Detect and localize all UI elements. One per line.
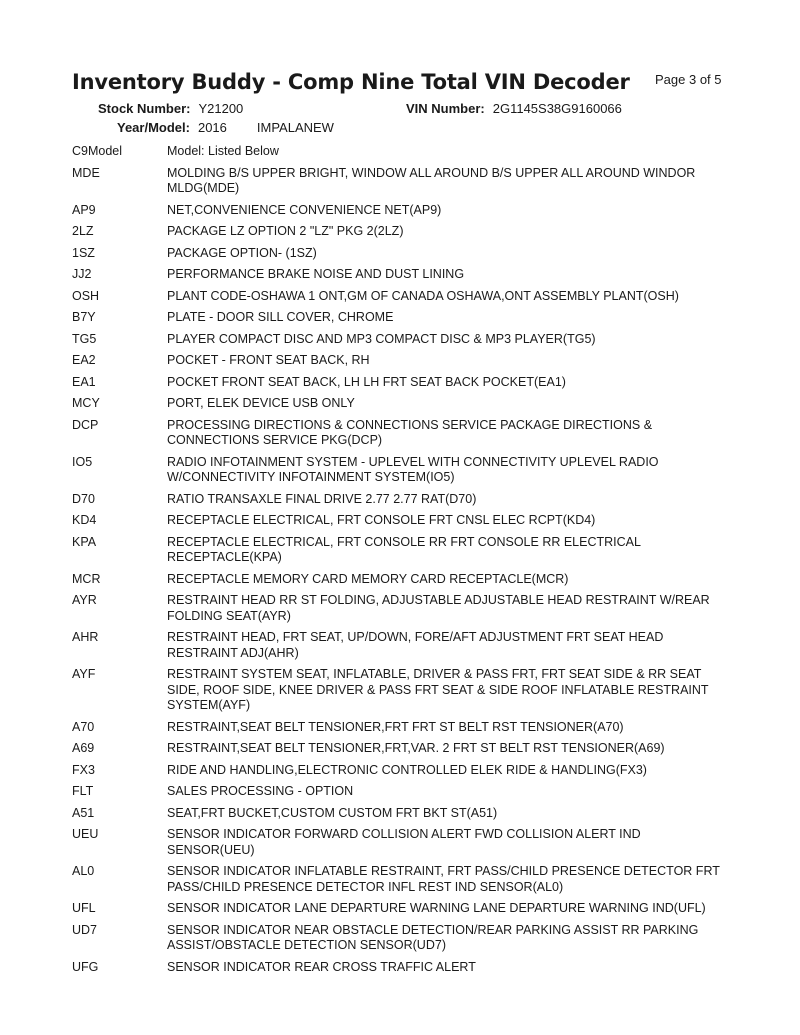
option-row <box>72 289 732 305</box>
option-code: MCY <box>72 396 100 410</box>
option-row <box>72 960 732 976</box>
option-code: AP9 <box>72 202 96 217</box>
page-number: Page 3 of 5 <box>655 72 722 87</box>
option-description: RESTRAINT,SEAT BELT TENSIONER,FRT FRT ST BELT RST TENSIONER(A70) <box>167 719 624 734</box>
option-description: PROCESSING DIRECTIONS & CONNECTIONS SERVICE PACKAGE DIRECTIONS & CONNECTIONS SERVICE PKG(DCP) <box>167 417 653 447</box>
year-model-field <box>117 120 334 135</box>
stock-number-value: Y21200 <box>198 101 244 116</box>
option-row <box>72 396 732 412</box>
option-code: UFL <box>72 901 96 915</box>
option-description: RECEPTACLE ELECTRICAL, FRT CONSOLE FRT CNSL ELEC RCPT(KD4) <box>167 513 596 527</box>
option-code: 2LZ <box>72 224 94 238</box>
option-description: SENSOR INDICATOR NEAR OBSTACLE DETECTION/REAR PARKING ASSIST RR PARKING ASSIST/OBSTACLE DETECTION SENSOR(UD7) <box>167 922 699 952</box>
option-description: RADIO INFOTAINMENT SYSTEM - UPLEVEL WITH CONNECTIVITY UPLEVEL RADIO W/CONNECTIVITY INFOTAINMENT SYSTEM(IO5) <box>167 454 659 484</box>
page-title: Inventory Buddy - Comp Nine Total VIN Decoder <box>72 70 630 94</box>
year-value: 2016 <box>197 120 227 135</box>
option-description: SENSOR INDICATOR LANE DEPARTURE WARNING LANE DEPARTURE WARNING IND(UFL) <box>167 901 706 915</box>
option-code: UD7 <box>72 922 98 937</box>
option-row <box>72 923 732 954</box>
option-row <box>72 332 732 348</box>
year-model-label: Year/Model: <box>117 120 190 135</box>
option-row <box>72 455 732 486</box>
option-description: RECEPTACLE ELECTRICAL, FRT CONSOLE RR FRT CONSOLE RR ELECTRICAL RECEPTACLE(KPA) <box>167 534 641 564</box>
option-description: PACKAGE LZ OPTION 2 "LZ" PKG 2(2LZ) <box>167 224 404 238</box>
option-description: RATIO TRANSAXLE FINAL DRIVE 2.77 2.77 RAT(D70) <box>167 491 477 506</box>
option-row <box>72 806 732 822</box>
option-description: POCKET - FRONT SEAT BACK, RH <box>167 353 370 367</box>
model-value: IMPALANEW <box>256 120 334 135</box>
option-row <box>72 375 732 391</box>
option-row <box>72 513 732 529</box>
option-row <box>72 418 732 449</box>
option-description: SALES PROCESSING - OPTION <box>167 784 354 798</box>
option-row <box>72 492 732 508</box>
option-description: PLATE - DOOR SILL COVER, CHROME <box>167 310 394 324</box>
option-code: A69 <box>72 741 95 755</box>
option-code: D70 <box>72 491 95 506</box>
option-description: POCKET FRONT SEAT BACK, LH LH FRT SEAT BACK POCKET(EA1) <box>167 374 566 389</box>
option-description: RESTRAINT SYSTEM SEAT, INFLATABLE, DRIVER & PASS FRT, FRT SEAT SIDE & RR SEAT SIDE, ROOF SIDE, KNEE DRIVER & PASS FRT SEAT & SIDE ROOF INFLATABLE RESTRAINT SYSTEM(AYF) <box>167 667 709 712</box>
option-description: PLAYER COMPACT DISC AND MP3 COMPACT DISC & MP3 PLAYER(TG5) <box>167 331 596 346</box>
option-description: PERFORMANCE BRAKE NOISE AND DUST LINING <box>167 267 465 281</box>
option-code: UFG <box>72 959 99 974</box>
option-description: MOLDING B/S UPPER BRIGHT, WINDOW ALL AROUND B/S UPPER ALL AROUND WINDOR MLDG(MDE) <box>167 165 696 195</box>
option-description: SENSOR INDICATOR REAR CROSS TRAFFIC ALERT <box>167 959 476 974</box>
option-description: RESTRAINT,SEAT BELT TENSIONER,FRT,VAR. 2 FRT ST BELT RST TENSIONER(A69) <box>167 741 665 755</box>
option-description: SEAT,FRT BUCKET,CUSTOM CUSTOM FRT BKT ST(A51) <box>167 805 498 820</box>
option-code: IO5 <box>72 454 93 469</box>
option-code: JJ2 <box>72 267 92 281</box>
option-code: FX3 <box>72 762 95 777</box>
vin-number-label: VIN Number: <box>406 101 485 116</box>
option-code: KPA <box>72 534 97 549</box>
option-code: KD4 <box>72 513 97 527</box>
option-description: Model: Listed Below <box>167 144 279 158</box>
option-code: A70 <box>72 719 95 734</box>
option-description: RESTRAINT HEAD RR ST FOLDING, ADJUSTABLE ADJUSTABLE HEAD RESTRAINT W/REAR FOLDING SEAT(AYR) <box>167 593 710 623</box>
option-description: PACKAGE OPTION- (1SZ) <box>167 245 317 260</box>
option-row <box>72 535 732 566</box>
option-description: NET,CONVENIENCE CONVENIENCE NET(AP9) <box>167 202 442 217</box>
option-code-list <box>72 144 732 981</box>
option-row <box>72 630 732 661</box>
option-row <box>72 667 732 714</box>
option-row <box>72 593 732 624</box>
option-description: RESTRAINT HEAD, FRT SEAT, UP/DOWN, FORE/AFT ADJUSTMENT FRT SEAT HEAD RESTRAINT ADJ(AHR) <box>167 630 664 660</box>
option-code: FLT <box>72 784 94 798</box>
option-row <box>72 267 732 283</box>
option-code: 1SZ <box>72 245 95 260</box>
option-code: EA1 <box>72 374 96 389</box>
option-row <box>72 166 732 197</box>
option-row <box>72 246 732 262</box>
option-row <box>72 353 732 369</box>
option-row <box>72 572 732 588</box>
option-description: SENSOR INDICATOR FORWARD COLLISION ALERT FWD COLLISION ALERT IND SENSOR(UEU) <box>167 827 641 857</box>
option-row <box>72 720 732 736</box>
option-row <box>72 827 732 858</box>
option-description: SENSOR INDICATOR INFLATABLE RESTRAINT, FRT PASS/CHILD PRESENCE DETECTOR FRT PASS/CHILD PRESENCE DETECTOR INFL REST IND SENSOR(AL0) <box>167 864 720 894</box>
option-code: MCR <box>72 571 101 586</box>
option-code: UEU <box>72 827 99 841</box>
option-code: AL0 <box>72 864 95 878</box>
stock-number-field <box>98 101 243 116</box>
option-code: OSH <box>72 288 100 303</box>
option-code: A51 <box>72 805 95 820</box>
option-description: RIDE AND HANDLING,ELECTRONIC CONTROLLED ELEK RIDE & HANDLING(FX3) <box>167 762 647 777</box>
option-code: MDE <box>72 165 100 180</box>
option-row <box>72 144 732 160</box>
option-row <box>72 864 732 895</box>
option-code: C9Model <box>72 144 123 158</box>
option-description: RECEPTACLE MEMORY CARD MEMORY CARD RECEPTACLE(MCR) <box>167 571 569 586</box>
option-row <box>72 224 732 240</box>
option-description: PORT, ELEK DEVICE USB ONLY <box>167 396 355 410</box>
option-description: PLANT CODE-OSHAWA 1 ONT,GM OF CANADA OSHAWA,ONT ASSEMBLY PLANT(OSH) <box>167 288 679 303</box>
option-row <box>72 901 732 917</box>
option-code: AYF <box>72 667 96 681</box>
option-code: AYR <box>72 593 97 607</box>
option-code: DCP <box>72 417 99 432</box>
option-row <box>72 310 732 326</box>
option-code: TG5 <box>72 331 97 346</box>
vin-number-field <box>406 101 622 116</box>
option-code: B7Y <box>72 310 96 324</box>
option-row <box>72 763 732 779</box>
option-row <box>72 784 732 800</box>
option-code: AHR <box>72 630 99 644</box>
option-row <box>72 203 732 219</box>
option-row <box>72 741 732 757</box>
vin-number-value: 2G1145S38G9160066 <box>492 101 622 116</box>
stock-number-label: Stock Number: <box>98 101 191 116</box>
option-code: EA2 <box>72 353 96 367</box>
